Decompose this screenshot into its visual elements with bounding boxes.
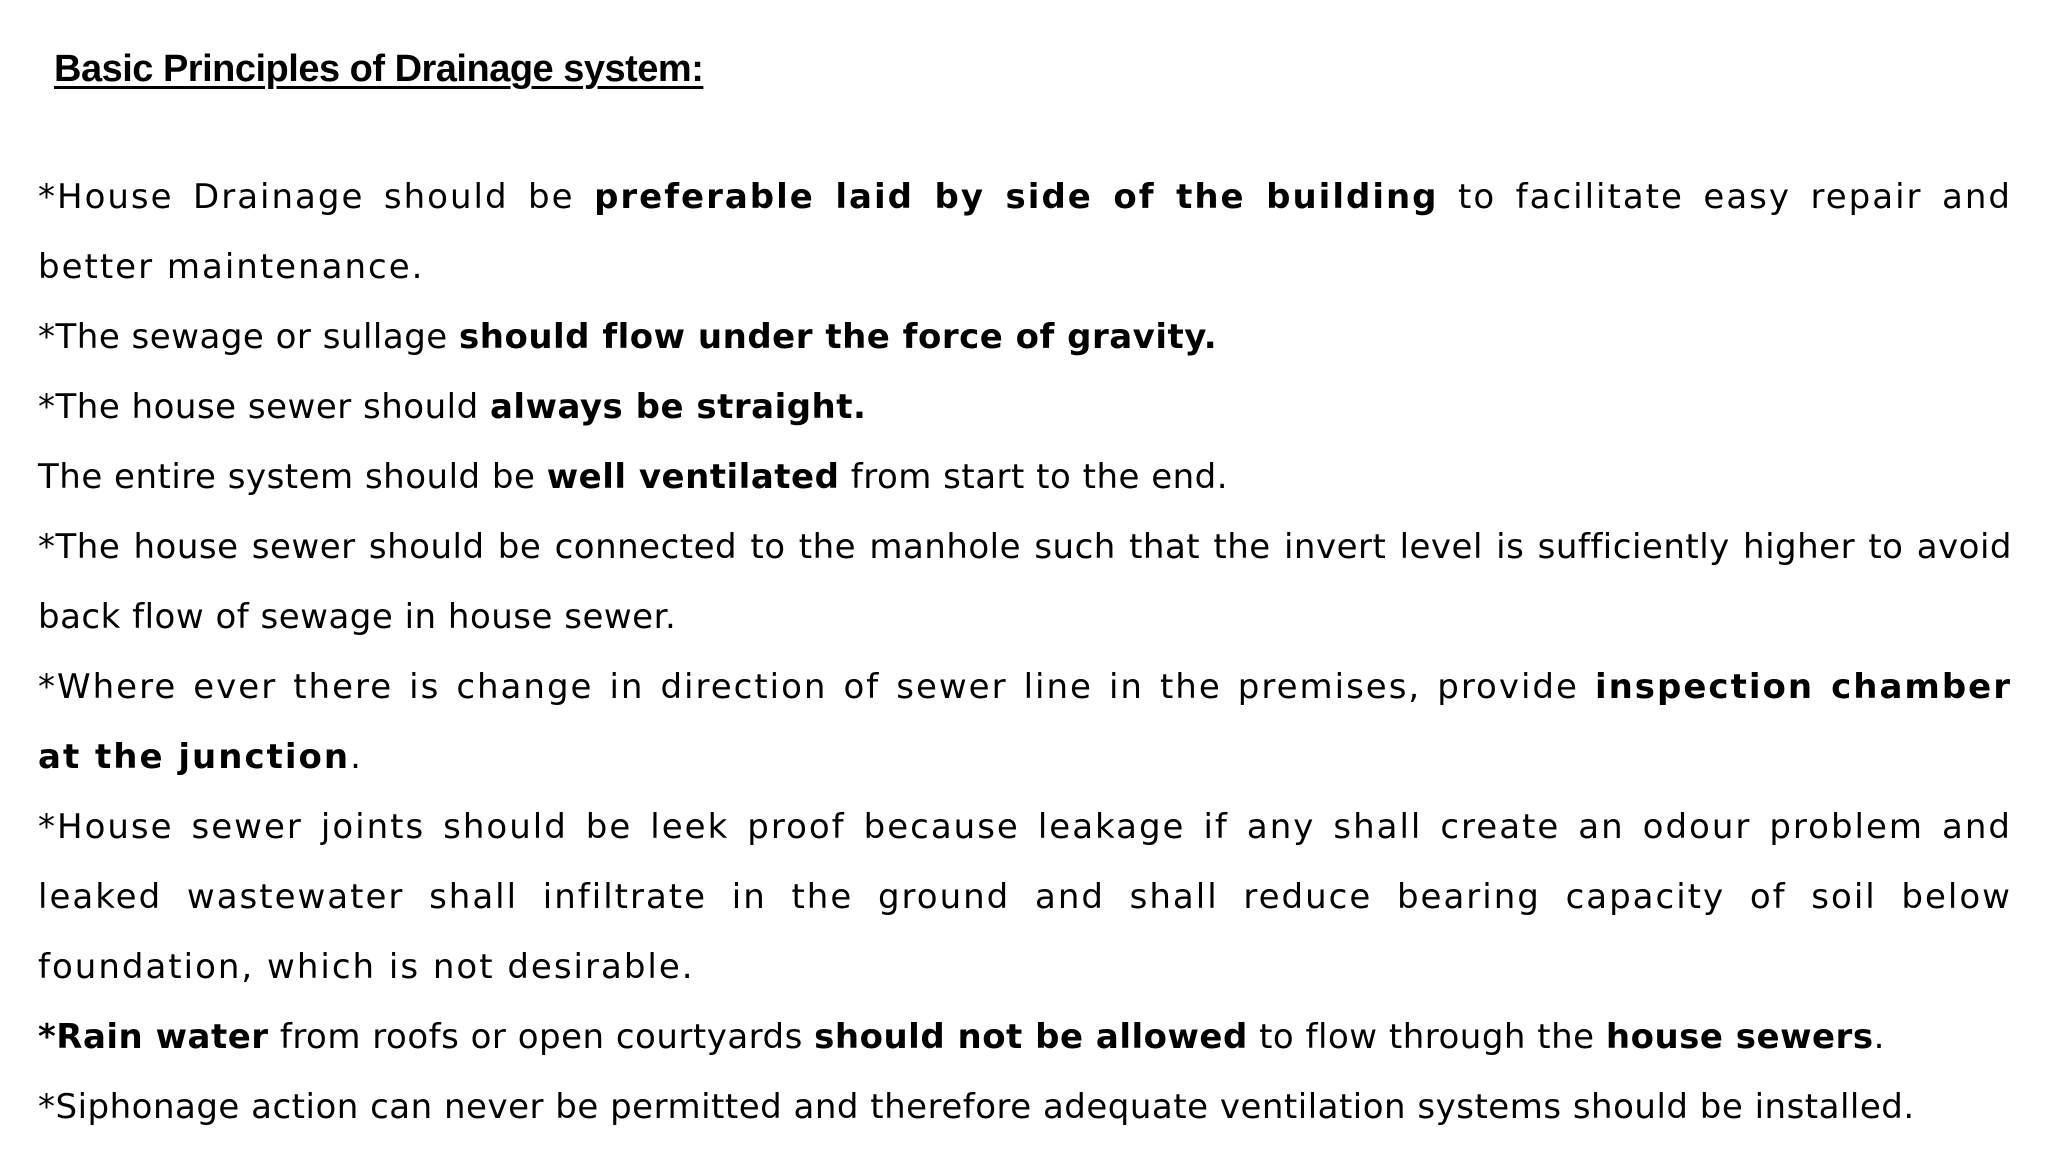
principle-text: *The house sewer should bbox=[38, 387, 490, 427]
principle-text: from start to the end. bbox=[839, 457, 1229, 497]
principle-manhole-connection bbox=[38, 512, 2012, 652]
principle-emphasis: house sewers bbox=[1605, 1017, 1874, 1057]
principle-text: *Siphonage action can never be permitted and therefore adequate ventilation systems should be installed. bbox=[38, 1087, 1915, 1127]
principles-list bbox=[38, 162, 2012, 1142]
principle-straight-sewer bbox=[38, 372, 2012, 442]
principle-text: to flow through the bbox=[1247, 1017, 1606, 1057]
principle-inspection-chamber bbox=[38, 652, 2012, 792]
principle-rain-water bbox=[38, 1002, 2012, 1072]
principle-gravity-flow bbox=[38, 302, 2012, 372]
principle-emphasis: *Rain water bbox=[38, 1017, 269, 1057]
principle-text: . bbox=[350, 737, 363, 777]
principle-emphasis: should not be allowed bbox=[814, 1017, 1248, 1057]
principle-text: *House Drainage should be bbox=[38, 177, 595, 217]
principle-emphasis: well ventilated bbox=[546, 457, 840, 497]
principle-text: . bbox=[1873, 1017, 1885, 1057]
principle-ventilation bbox=[38, 442, 2012, 512]
principle-emphasis: preferable laid by side of the building bbox=[594, 177, 1439, 217]
principle-emphasis: always be straight. bbox=[489, 387, 867, 427]
principle-text: to facilitate easy repair and better maintenance. bbox=[38, 177, 2012, 287]
principle-house-drainage-location bbox=[38, 162, 2012, 302]
principle-text: from roofs or open courtyards bbox=[268, 1017, 815, 1057]
principle-emphasis: should flow under the force of gravity. bbox=[459, 317, 1218, 357]
principle-siphonage bbox=[38, 1072, 2012, 1142]
principle-text: *The sewage or sullage bbox=[38, 317, 460, 357]
page-title: Basic Principles of Drainage system: bbox=[54, 48, 704, 90]
principle-text: *House sewer joints should be leek proof because leakage if any shall create an odour problem and leaked wastewater shall infiltrate in the ground and shall reduce bearing capacity of soil below foundation, which is not desirable. bbox=[38, 807, 2012, 987]
principle-text: The entire system should be bbox=[38, 457, 547, 497]
principle-emphasis: inspection chamber at the junction bbox=[38, 667, 2012, 777]
principle-text: *Where ever there is change in direction of sewer line in the premises, provide bbox=[38, 667, 1595, 707]
principle-leak-proof-joints bbox=[38, 792, 2012, 1002]
principle-text: *The house sewer should be connected to the manhole such that the invert level is sufficiently higher to avoid back flow of sewage in house sewer. bbox=[38, 527, 2012, 637]
